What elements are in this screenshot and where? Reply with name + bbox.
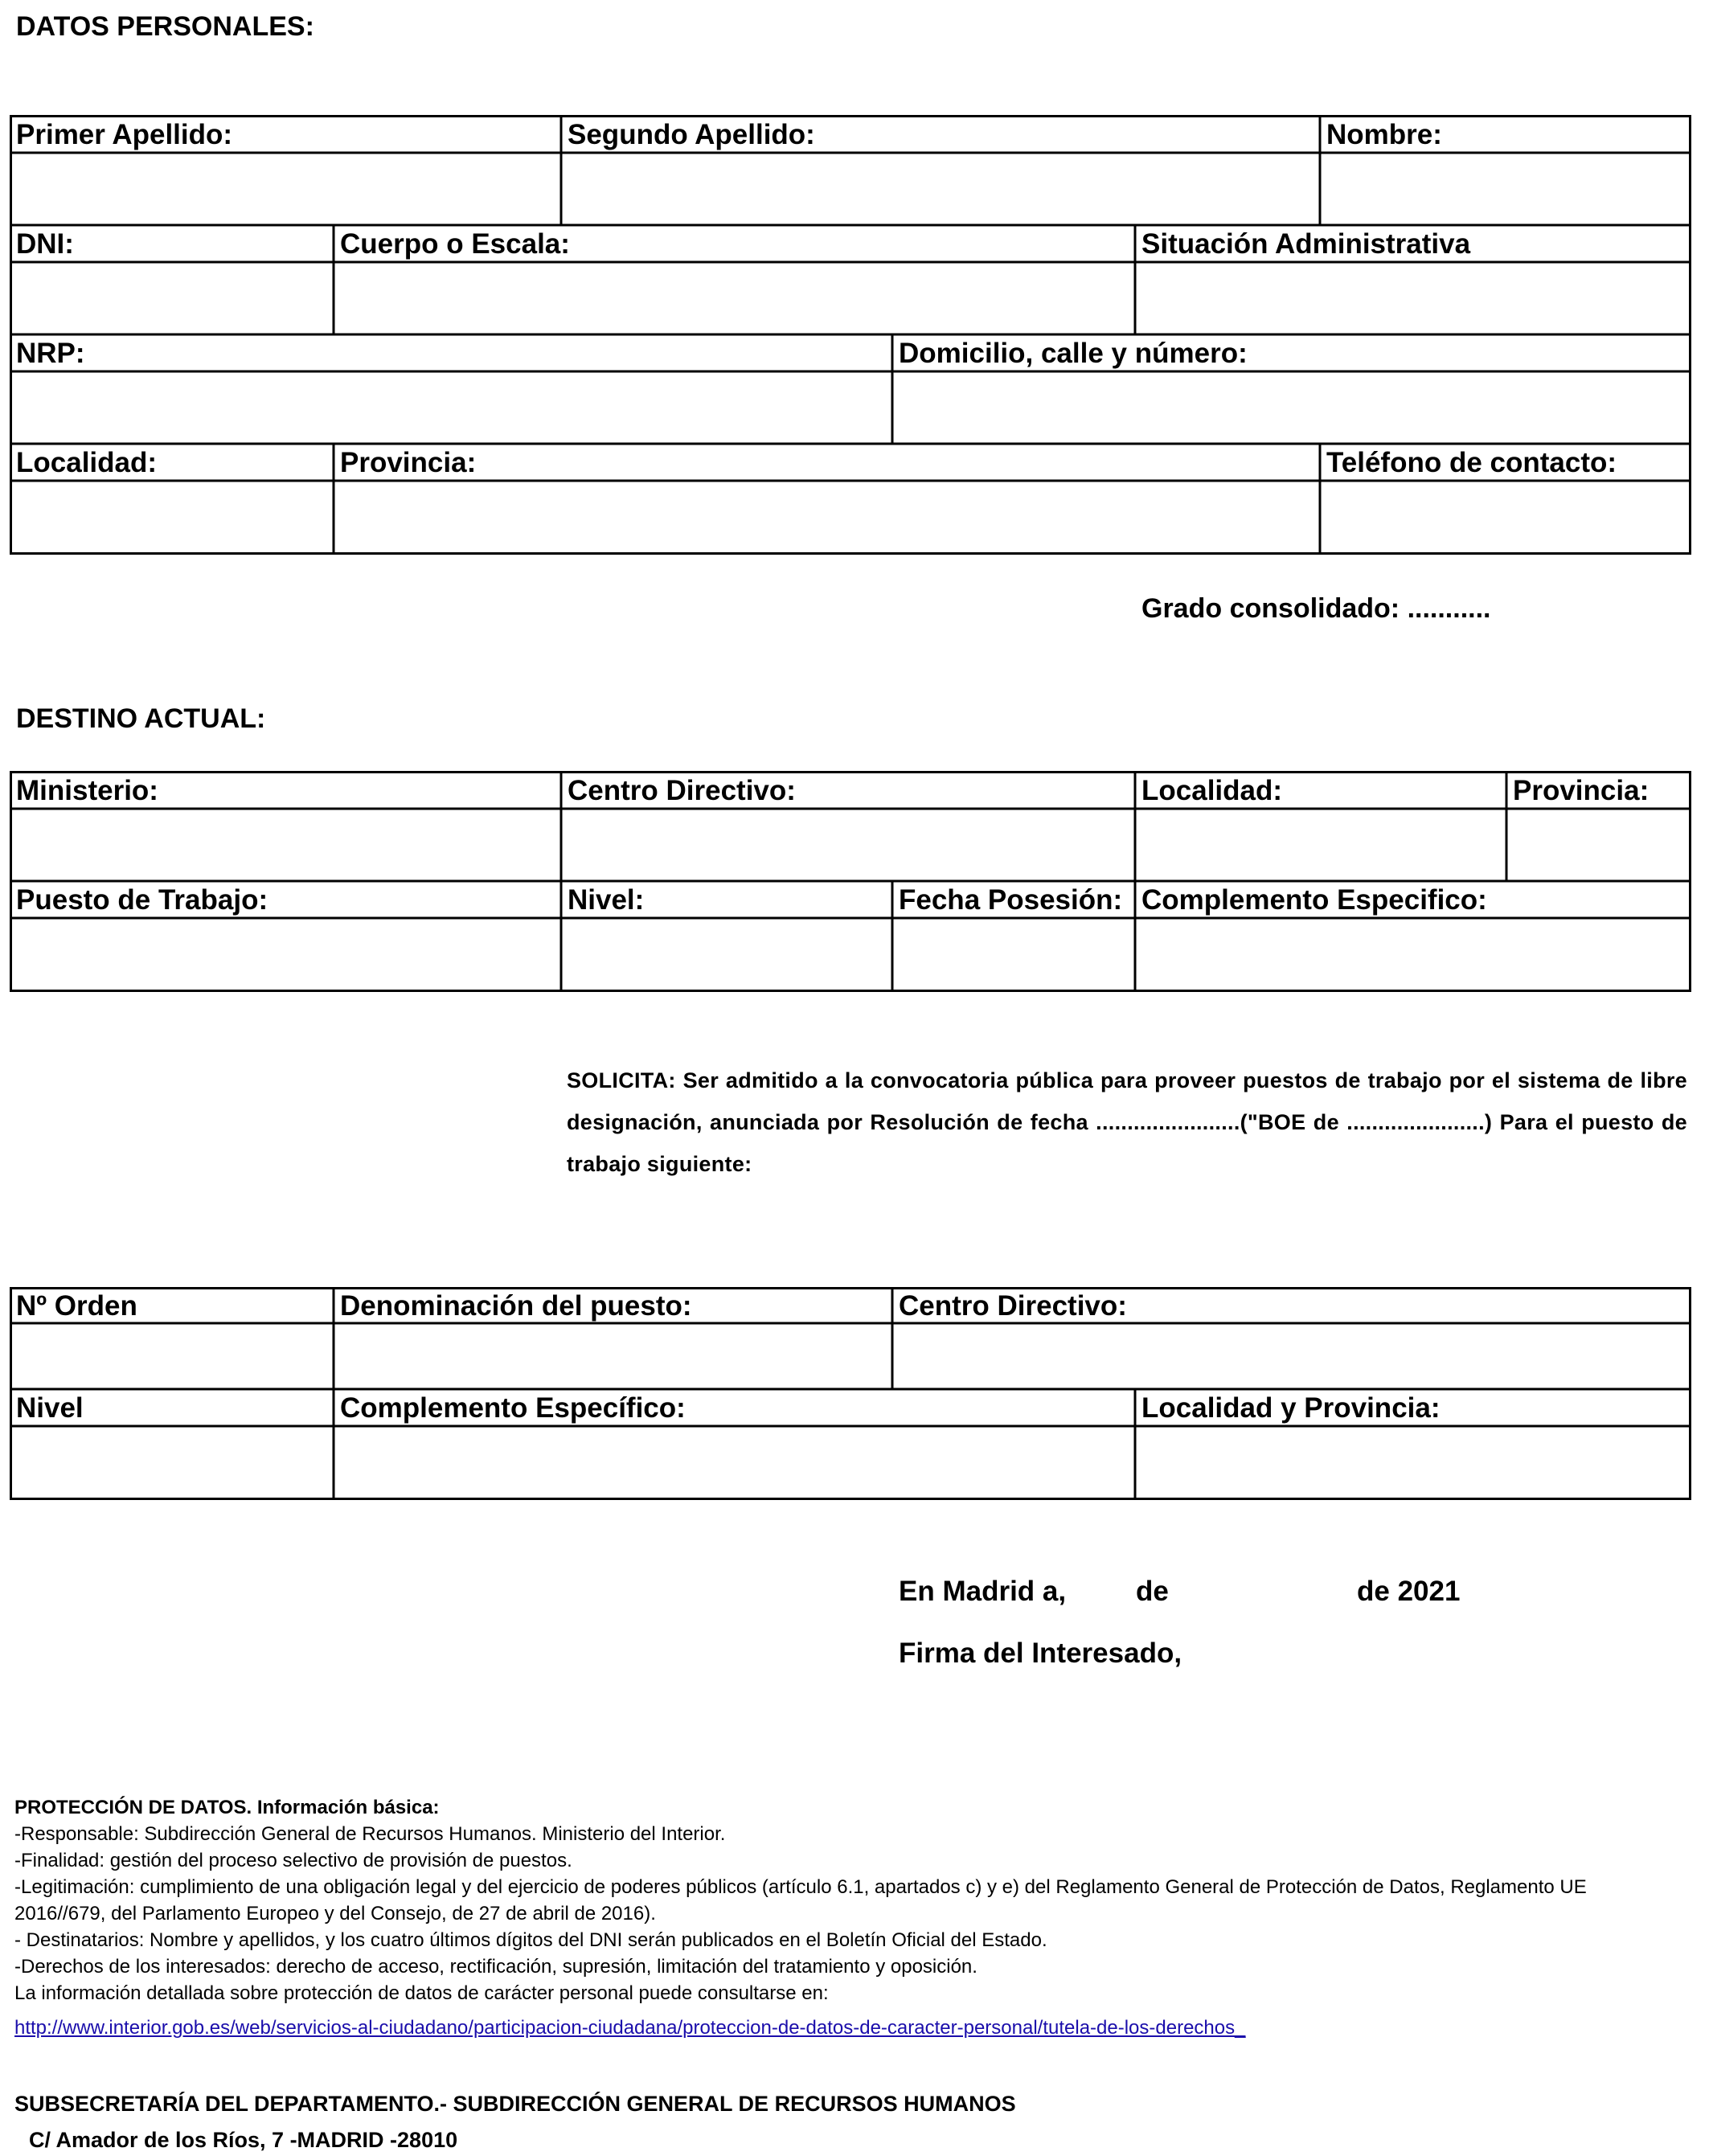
label-complemento-especifico: Complemento Especifico: bbox=[1141, 884, 1487, 916]
field-provincia[interactable] bbox=[334, 481, 1320, 555]
proteccion-line: -Finalidad: gestión del proceso selectivo de provisión de puestos. bbox=[14, 1850, 572, 1871]
label-localidad: Localidad: bbox=[16, 447, 158, 478]
field-localidad[interactable] bbox=[10, 481, 334, 555]
fecha-de-2021: de 2021 bbox=[1357, 1576, 1461, 1607]
field-denominacion-puesto[interactable] bbox=[334, 1323, 892, 1389]
footer-direccion: C/ Amador de los Ríos, 7 -MADRID -28010 bbox=[29, 2128, 458, 2152]
field-puesto-nivel[interactable] bbox=[10, 1426, 334, 1500]
field-domicilio[interactable] bbox=[892, 371, 1691, 444]
field-nombre[interactable] bbox=[1320, 153, 1691, 225]
field-puesto-trabajo[interactable] bbox=[10, 918, 561, 992]
grado-consolidado: Grado consolidado: ........... bbox=[1141, 593, 1491, 624]
field-puesto-complemento[interactable] bbox=[334, 1426, 1135, 1500]
field-puesto-centro-directivo[interactable] bbox=[892, 1323, 1691, 1389]
field-nrp[interactable] bbox=[10, 371, 892, 444]
label-numero-orden: Nº Orden bbox=[16, 1290, 137, 1322]
field-situacion-administrativa[interactable] bbox=[1135, 262, 1691, 334]
field-dni[interactable] bbox=[10, 262, 334, 334]
field-localidad-provincia[interactable] bbox=[1135, 1426, 1691, 1500]
field-destino-provincia[interactable] bbox=[1506, 809, 1691, 881]
fecha-en-madrid: En Madrid a, bbox=[899, 1576, 1067, 1607]
label-nrp: NRP: bbox=[16, 338, 85, 369]
label-puesto-centro-directivo: Centro Directivo: bbox=[899, 1290, 1127, 1322]
solicita-paragraph bbox=[567, 1060, 1687, 1185]
label-destino-localidad: Localidad: bbox=[1141, 775, 1283, 806]
label-destino-provincia: Provincia: bbox=[1513, 775, 1650, 806]
proteccion-title: PROTECCIÓN DE DATOS. Información básica: bbox=[14, 1797, 440, 1818]
label-ministerio: Ministerio: bbox=[16, 775, 158, 806]
field-telefono-contacto[interactable] bbox=[1320, 481, 1691, 555]
label-nivel: Nivel: bbox=[568, 884, 645, 916]
field-complemento-especifico[interactable] bbox=[1135, 918, 1691, 992]
field-cuerpo-escala[interactable] bbox=[334, 262, 1135, 334]
field-fecha-posesion[interactable] bbox=[892, 918, 1135, 992]
label-puesto-trabajo: Puesto de Trabajo: bbox=[16, 884, 268, 916]
field-segundo-apellido[interactable] bbox=[561, 153, 1320, 225]
solicita-label: SOLICITA: bbox=[567, 1068, 676, 1092]
label-fecha-posesion: Fecha Posesión: bbox=[899, 884, 1123, 916]
proteccion-line: -Derechos de los interesados: derecho de acceso, rectificación, supresión, limitación del tratamiento y oposición. bbox=[14, 1956, 977, 1978]
label-provincia: Provincia: bbox=[340, 447, 477, 478]
footer-subsecretaria: SUBSECRETARÍA DEL DEPARTAMENTO.- SUBDIRECCIÓN GENERAL DE RECURSOS HUMANOS bbox=[14, 2092, 1016, 2116]
label-situacion-administrativa: Situación Administrativa bbox=[1141, 228, 1471, 260]
proteccion-line: La información detallada sobre protección de datos de carácter personal puede consultarse en: bbox=[14, 1982, 829, 2004]
field-centro-directivo[interactable] bbox=[561, 809, 1135, 881]
label-dni: DNI: bbox=[16, 228, 74, 260]
proteccion-line: -Responsable: Subdirección General de Recursos Humanos. Ministerio del Interior. bbox=[14, 1823, 726, 1845]
proteccion-datos-block bbox=[14, 1794, 1587, 2006]
label-centro-directivo: Centro Directivo: bbox=[568, 775, 796, 806]
proteccion-line: - Destinatarios: Nombre y apellidos, y los cuatro últimos dígitos del DNI serán publicados en el Boletín Oficial del Estado. bbox=[14, 1929, 1047, 1951]
field-destino-localidad[interactable] bbox=[1135, 809, 1506, 881]
label-cuerpo-escala: Cuerpo o Escala: bbox=[340, 228, 570, 260]
label-telefono-contacto: Teléfono de contacto: bbox=[1326, 447, 1617, 478]
label-localidad-provincia: Localidad y Provincia: bbox=[1141, 1392, 1441, 1424]
label-puesto-complemento: Complemento Específico: bbox=[340, 1392, 686, 1424]
proteccion-line: 2016//679, del Parlamento Europeo y del Consejo, de 27 de abril de 2016). bbox=[14, 1903, 656, 1924]
label-nombre: Nombre: bbox=[1326, 119, 1442, 150]
personal-data-table bbox=[10, 115, 1691, 555]
field-nivel[interactable] bbox=[561, 918, 892, 992]
field-ministerio[interactable] bbox=[10, 809, 561, 881]
puesto-solicitado-table bbox=[10, 1287, 1691, 1500]
label-denominacion-puesto: Denominación del puesto: bbox=[340, 1290, 692, 1322]
field-numero-orden[interactable] bbox=[10, 1323, 334, 1389]
section-title-destino-actual: DESTINO ACTUAL: bbox=[16, 703, 266, 734]
field-primer-apellido[interactable] bbox=[10, 153, 561, 225]
label-puesto-nivel: Nivel bbox=[16, 1392, 84, 1424]
label-domicilio: Domicilio, calle y número: bbox=[899, 338, 1248, 369]
section-title-datos-personales: DATOS PERSONALES: bbox=[16, 11, 314, 42]
proteccion-line: -Legitimación: cumplimiento de una obligación legal y del ejercicio de poderes públicos (artículo 6.1, apartados c) y e) del Reglamento General de Protección de Datos, Reglamento UE bbox=[14, 1876, 1587, 1898]
proteccion-datos-link[interactable]: http://www.interior.gob.es/web/servicios-al-ciudadano/participacion-ciudadana/proteccion-de-datos-de-caracter-personal/tutela-de-los-derechos_ bbox=[14, 2017, 1246, 2039]
label-segundo-apellido: Segundo Apellido: bbox=[568, 119, 815, 150]
solicita-text: Ser admitido a la convocatoria pública para proveer puestos de trabajo por el sistema de libre designación, anunciada por Resolución de fecha .......................("BOE de ......................) Para el puesto de trabajo siguiente: bbox=[567, 1068, 1687, 1176]
fecha-de: de bbox=[1136, 1576, 1169, 1607]
firma-interesado: Firma del Interesado, bbox=[899, 1637, 1182, 1669]
destino-actual-table bbox=[10, 771, 1691, 992]
label-primer-apellido: Primer Apellido: bbox=[16, 119, 233, 150]
